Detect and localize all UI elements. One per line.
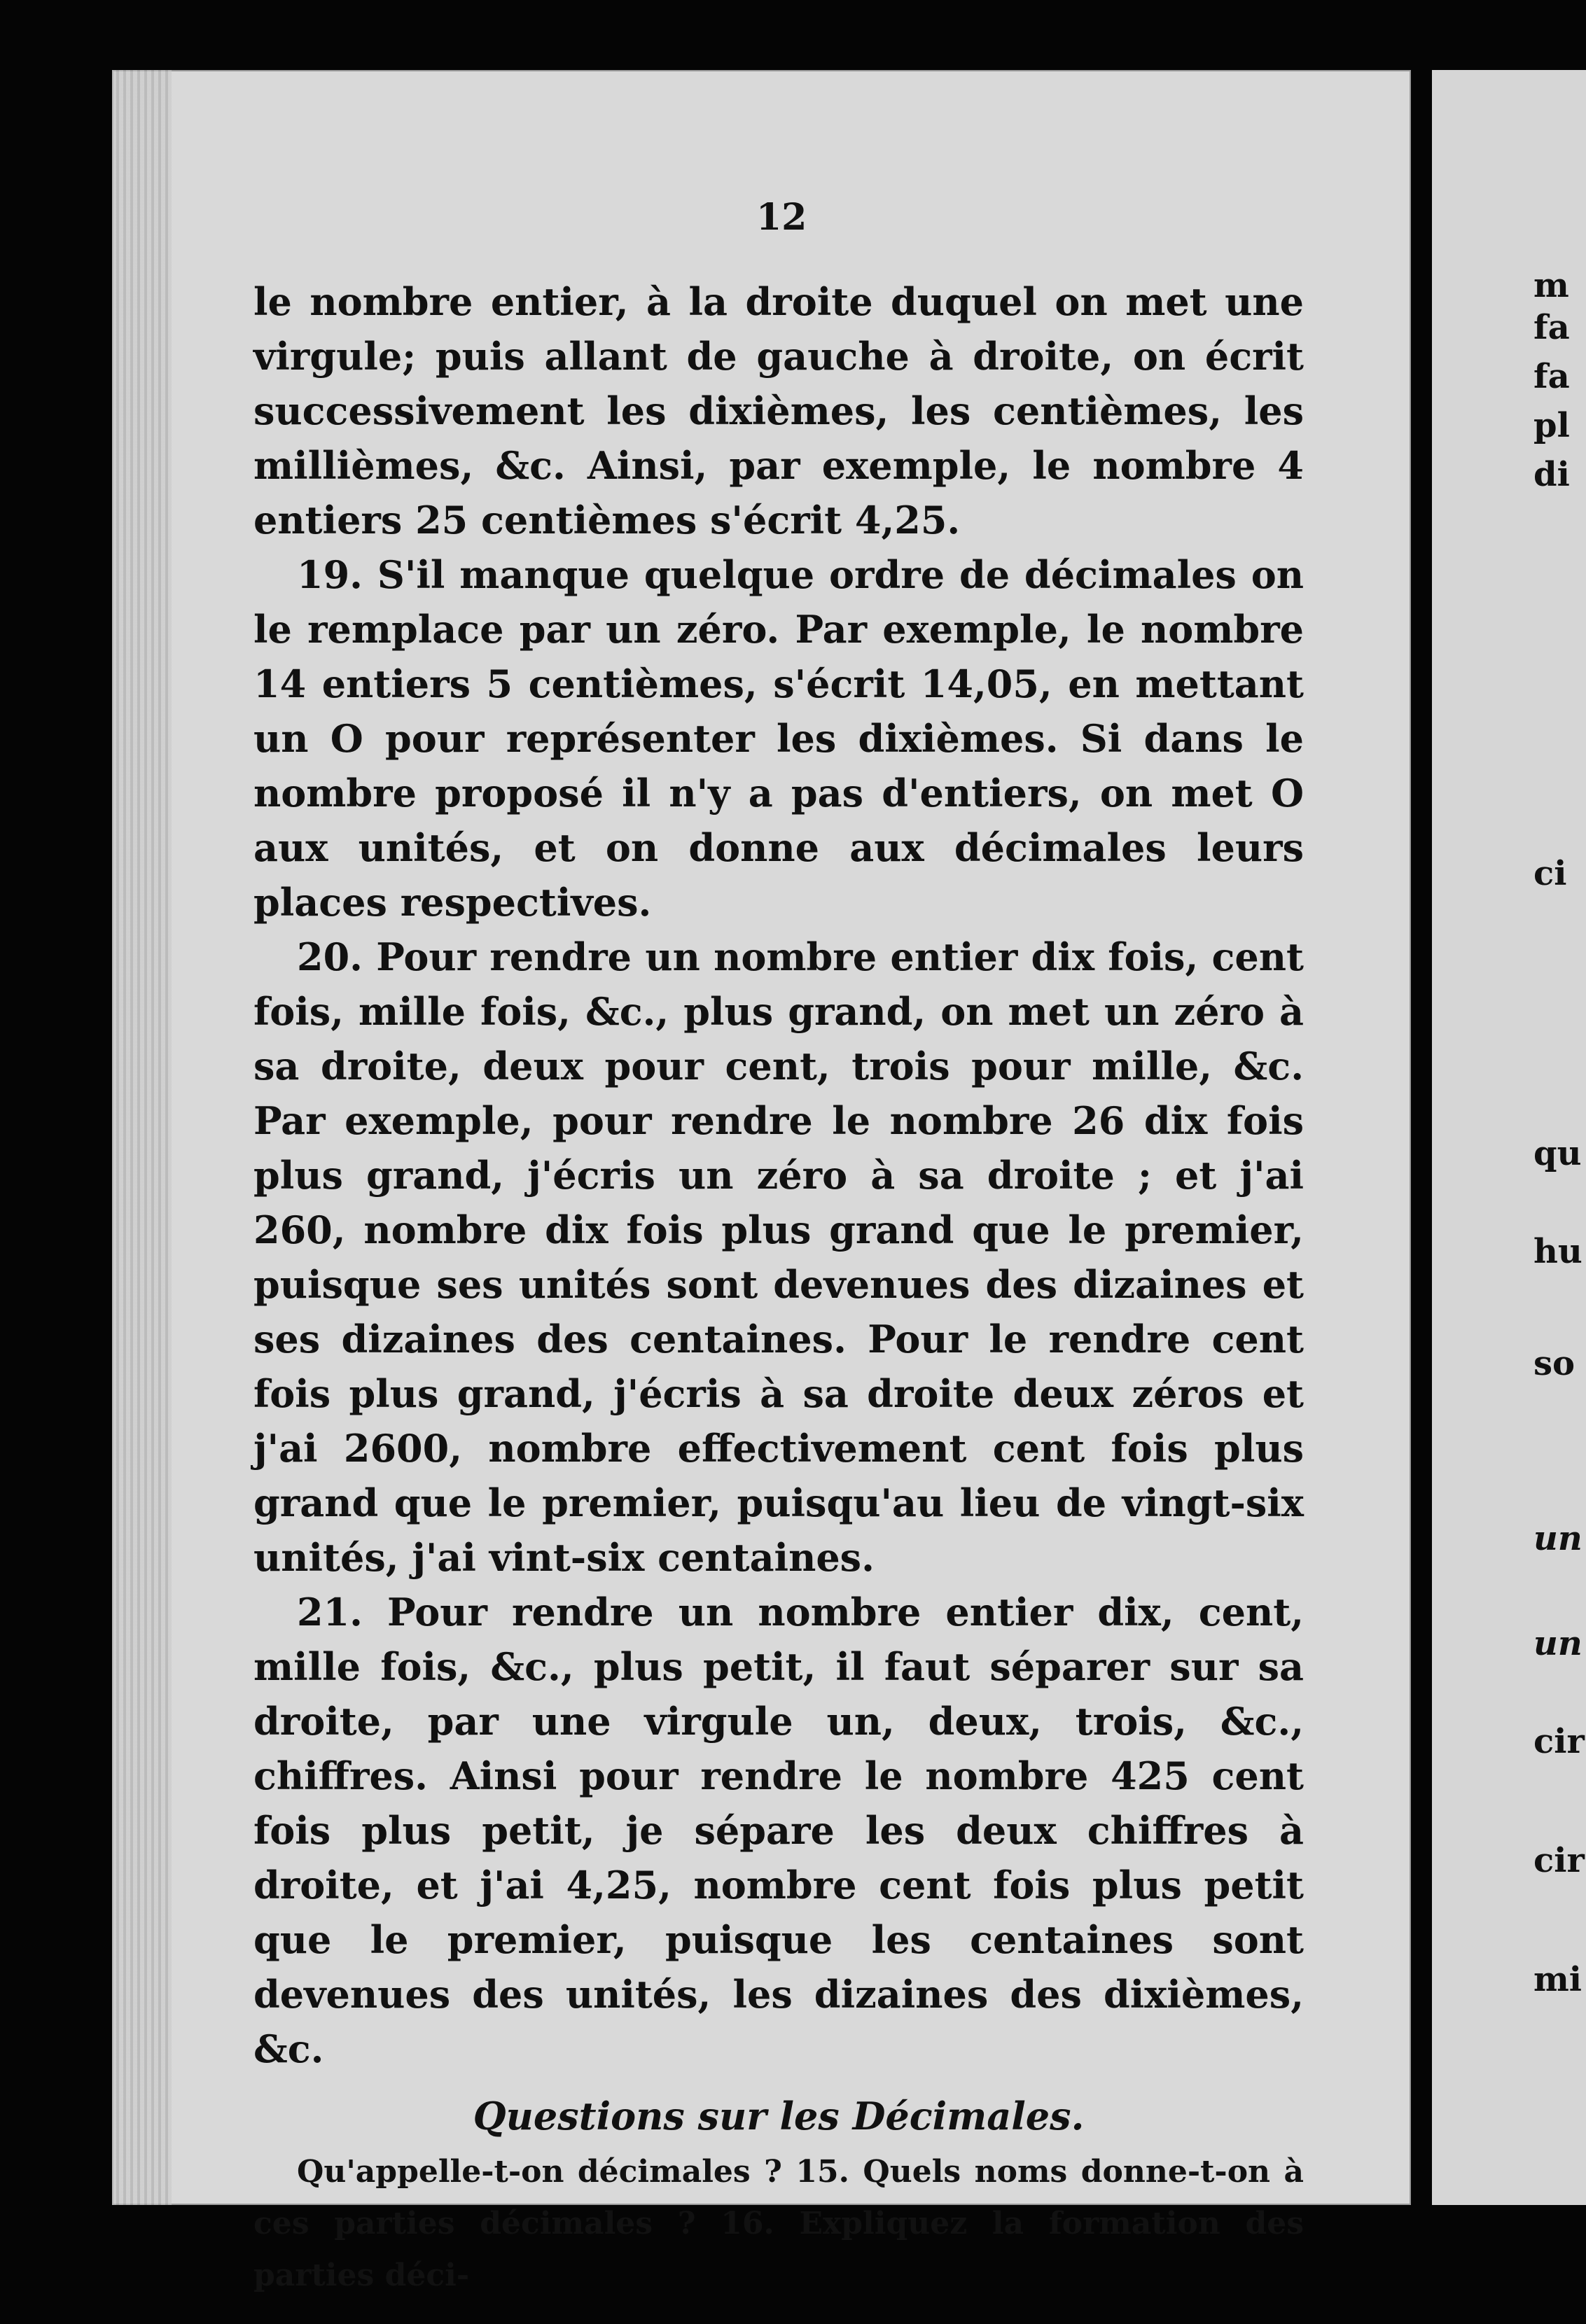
right-page-fragment: mi <box>1533 1960 1582 1999</box>
right-page-fragment: un <box>1533 1624 1582 1663</box>
right-page-fragment: fa <box>1533 357 1570 396</box>
right-page-fragment: m <box>1533 266 1569 305</box>
right-page-fragment: so <box>1533 1344 1575 1383</box>
page-text <box>253 274 1304 2302</box>
questions-text: Qu'appelle-t-on décimales ? 15. Quels noms donne-t-on à ces parties décimales ? 16. Expliquez la formation des parties déci- <box>253 2154 1304 2293</box>
right-page-fragment: un <box>1533 1519 1582 1558</box>
right-page-fragment: hu <box>1533 1232 1582 1271</box>
paragraph-19: 19. S'il manque quelque ordre de décimales on le remplace par un zéro. Par exemple, le nombre 14 entiers 5 centièmes, s'écrit 14,05, en mettant un O pour représenter les dixièmes. Si dans le nombre proposé il n'y a pas d'entiers, on met O aux unités, et on donne aux décimales leurs places respectives. <box>253 552 1304 925</box>
section-heading: Questions sur les Décimales. <box>473 2094 1085 2138</box>
paragraph-continuation: le nombre entier, à la droite duquel on met une virgule; puis allant de gauche à droite, on écrit successivement les dixièmes, les centièmes, les millièmes, &c. Ainsi, par exemple, le nombre 4 entiers 25 centièmes s'écrit 4,25. <box>253 279 1304 542</box>
paragraph-20: 20. Pour rendre un nombre entier dix fois, cent fois, mille fois, &c., plus grand, on met un zéro à sa droite, deux pour cent, trois pour mille, &c. Par exemple, pour rendre le nombre 26 dix fois plus grand, j'écris un zéro à sa droite ; et j'ai 260, nombre dix fois plus grand que le premier, puisque ses unités sont devenues des dizaines et ses dizaines des centaines. Pour le rendre cent fois plus grand, j'écris à sa droite deux zéros et j'ai 2600, nombre effectivement cent fois plus grand que le premier, puisqu'au lieu de vingt-six unités, j'ai vint-six centaines. <box>253 934 1304 1580</box>
right-page-fragment: fa <box>1533 308 1570 347</box>
paragraph-21: 21. Pour rendre un nombre entier dix, cent, mille fois, &c., plus petit, il faut séparer sur sa droite, par une virgule un, deux, trois, &c., chiffres. Ainsi pour rendre le nombre 425 cent fois plus petit, je sépare les deux chiffres à droite, et j'ai 4,25, nombre cent fois plus petit que le premier, puisque les centaines sont devenues des unités, les dizaines des dixièmes, &c. <box>253 1590 1304 2071</box>
right-page-fragment: cir <box>1533 1841 1585 1880</box>
right-page-fragment: ci <box>1533 854 1567 893</box>
right-page-fragment: qu <box>1533 1134 1582 1173</box>
right-page-fragment: cir <box>1533 1722 1585 1761</box>
page-number: 12 <box>756 196 807 239</box>
right-page-fragment: di <box>1533 455 1570 494</box>
page-edge-stack <box>112 70 172 2205</box>
right-page-fragment: pl <box>1533 406 1570 445</box>
